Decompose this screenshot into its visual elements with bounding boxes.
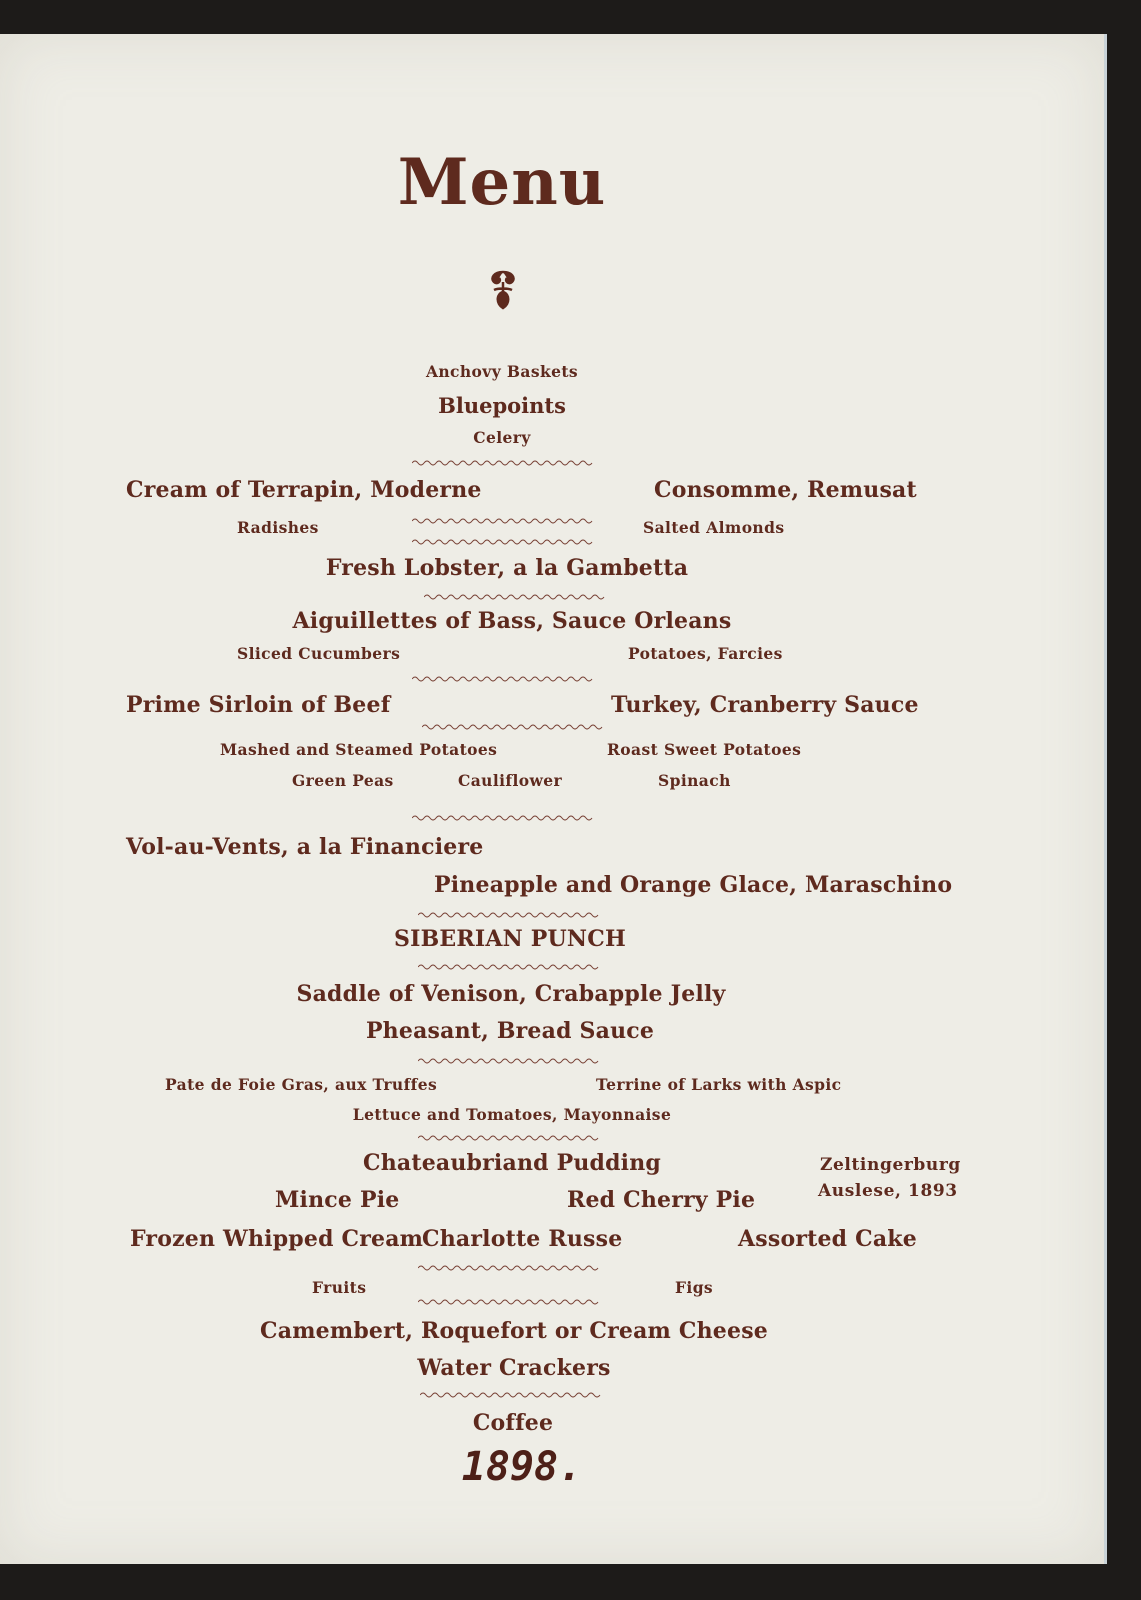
wave-divider [412, 516, 594, 526]
menu-item-venison: Saddle of Venison, Crabapple Jelly [296, 981, 726, 1007]
menu-item-larks: Terrine of Larks with Aspic [596, 1075, 842, 1094]
wine-line-2: Auslese, 1893 [818, 1181, 958, 1201]
wave-divider [418, 962, 600, 972]
wave-divider [412, 813, 594, 823]
menu-item-frozen: Frozen Whipped Cream [130, 1226, 424, 1252]
menu-item-peas: Green Peas [292, 771, 394, 790]
menu-item-consomme: Consomme, Remusat [654, 477, 917, 503]
menu-item-cake: Assorted Cake [738, 1226, 917, 1252]
wave-divider [418, 1263, 600, 1273]
menu-item-cheese: Camembert, Roquefort or Cream Cheese [260, 1318, 768, 1344]
menu-item-foiegras: Pate de Foie Gras, aux Truffes [165, 1075, 438, 1094]
menu-item-figs: Figs [675, 1278, 714, 1297]
fleuron-icon [484, 268, 522, 312]
wine-line-1: Zeltingerburg [820, 1155, 961, 1175]
wave-divider [418, 1297, 600, 1307]
menu-item-cucumbers: Sliced Cucumbers [237, 644, 401, 663]
menu-item-sirloin: Prime Sirloin of Beef [126, 692, 391, 718]
menu-item-lettuce: Lettuce and Tomatoes, Mayonnaise [352, 1105, 672, 1124]
wave-divider [412, 537, 594, 547]
menu-item-punch: SIBERIAN PUNCH [394, 926, 626, 952]
wave-divider [418, 1133, 600, 1143]
menu-item-anchovy: Anchovy Baskets [425, 362, 579, 381]
menu-item-mince: Mince Pie [275, 1187, 400, 1213]
menu-item-charlotte: Charlotte Russe [422, 1226, 623, 1252]
wave-divider [420, 1390, 602, 1400]
menu-item-chateaubriand: Chateaubriand Pudding [362, 1150, 662, 1176]
menu-item-sweet-potatoes: Roast Sweet Potatoes [607, 740, 802, 759]
wave-divider [422, 722, 604, 732]
menu-item-coffee: Coffee [472, 1410, 554, 1436]
menu-item-mashed: Mashed and Steamed Potatoes [220, 740, 498, 759]
menu-item-spinach: Spinach [658, 771, 731, 790]
menu-item-pineapple: Pineapple and Orange Glace, Maraschino [434, 872, 953, 898]
menu-item-bass: Aiguillettes of Bass, Sauce Orleans [292, 608, 732, 634]
page-title: Menu [397, 145, 607, 220]
menu-item-lobster: Fresh Lobster, a la Gambetta [325, 555, 689, 581]
menu-item-volauvents: Vol-au-Vents, a la Financiere [126, 834, 484, 860]
handwritten-year: 1898. [461, 1444, 583, 1490]
menu-item-pheasant: Pheasant, Bread Sauce [365, 1018, 655, 1044]
menu-item-cherry: Red Cherry Pie [567, 1187, 756, 1213]
menu-item-crackers: Water Crackers [417, 1355, 611, 1381]
menu-item-farcies: Potatoes, Farcies [628, 644, 783, 663]
menu-item-cauliflower: Cauliflower [458, 771, 563, 790]
wave-divider [412, 458, 594, 468]
menu-item-fruits: Fruits [312, 1278, 367, 1297]
menu-item-celery: Celery [473, 428, 531, 447]
menu-item-bluepoints: Bluepoints [438, 393, 566, 418]
menu-item-radishes: Radishes [237, 518, 319, 537]
wave-divider [418, 910, 600, 920]
menu-item-turkey: Turkey, Cranberry Sauce [611, 692, 919, 718]
menu-item-almonds: Salted Almonds [643, 518, 785, 537]
wave-divider [412, 674, 594, 684]
wave-divider [418, 1056, 600, 1066]
wave-divider [424, 592, 606, 602]
menu-item-terrapin: Cream of Terrapin, Moderne [126, 477, 482, 503]
